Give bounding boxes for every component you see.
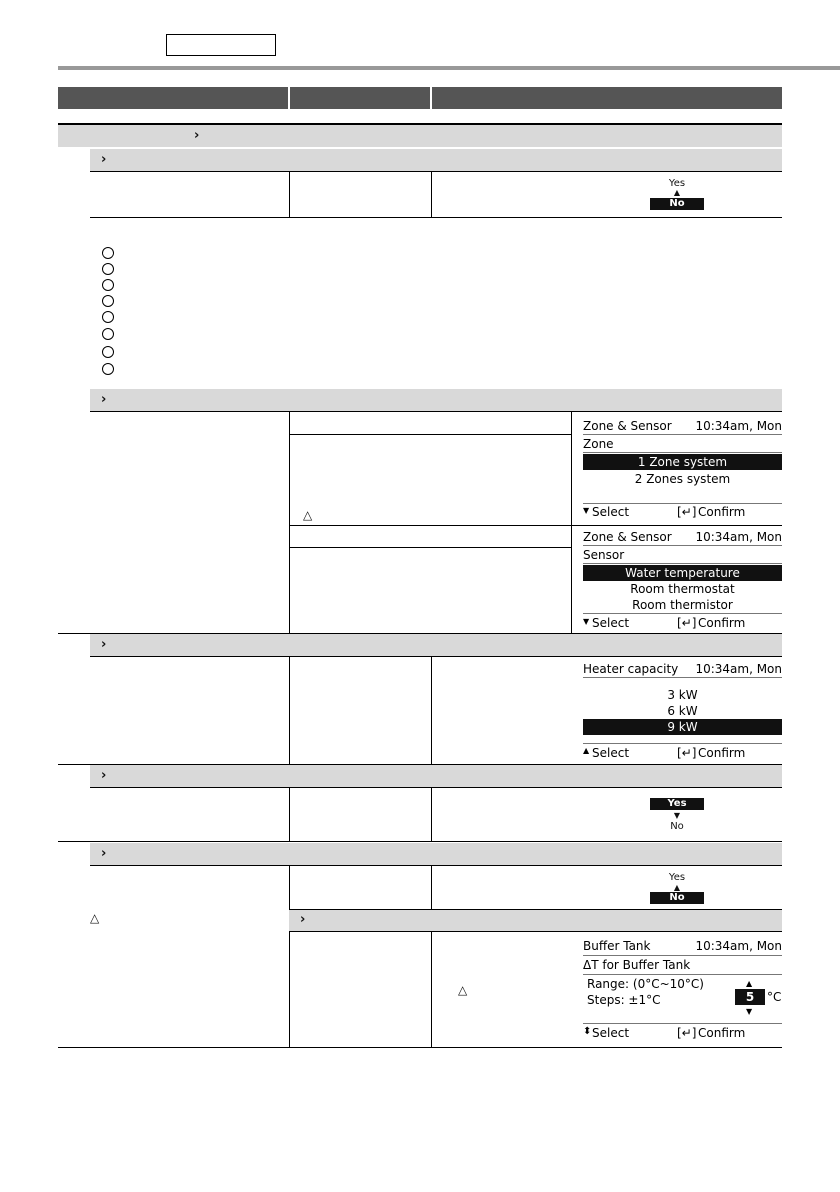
col-divider (289, 171, 290, 217)
table-bottom-rule (58, 1047, 782, 1048)
circle-marker-icon (102, 295, 114, 307)
row-rule (90, 865, 782, 866)
unit-label: °C (767, 990, 782, 1004)
footer-select: Select (592, 1026, 630, 1040)
circle-marker-icon (102, 247, 114, 259)
row-rule (90, 656, 782, 657)
option[interactable]: 6 kW (667, 704, 698, 718)
chevron-right-icon: › (101, 152, 107, 167)
warning-triangle-icon: △ (458, 983, 468, 997)
col-divider (431, 171, 432, 217)
chevron-right-icon: › (194, 128, 200, 143)
steps-label: Steps: ±1°C (587, 993, 661, 1007)
row-rule (90, 787, 782, 788)
row-rule (289, 931, 782, 932)
value-stepper[interactable]: 5 (735, 989, 765, 1005)
screen-divider (583, 1023, 782, 1024)
option[interactable]: 3 kW (667, 688, 698, 702)
enter-icon: [↵] (677, 746, 697, 760)
chevron-right-icon: › (300, 912, 306, 927)
screen-heading: ΔT for Buffer Tank (583, 958, 691, 972)
screen-heading: Sensor (583, 548, 625, 562)
option-yes: Yes (668, 178, 686, 189)
row-rule (90, 171, 782, 172)
column-header-3 (432, 87, 782, 109)
circle-marker-icon (102, 279, 114, 291)
lcd-buffer-screen (583, 936, 782, 1044)
screen-title: Buffer Tank (583, 939, 651, 953)
col-divider (571, 411, 572, 633)
footer-select: Select (592, 746, 630, 760)
subsection-band-1 (90, 149, 782, 171)
row-rule (289, 547, 571, 548)
circle-marker-icon (102, 346, 114, 358)
row-rule (289, 525, 782, 526)
footer-confirm: Confirm (698, 746, 746, 760)
col-divider (431, 931, 432, 1047)
col-divider (289, 411, 290, 633)
subsection-band-3 (90, 634, 782, 656)
screen-time: 10:34am, Mon (695, 662, 782, 676)
warning-triangle-icon: △ (90, 911, 100, 925)
footer-select: Select (592, 505, 630, 519)
footer-confirm: Confirm (698, 505, 746, 519)
col-divider (431, 656, 432, 764)
lcd-heater-screen (583, 659, 782, 763)
option-no-selected[interactable]: No (650, 892, 704, 904)
screen-divider (583, 677, 782, 678)
subsection-band-2 (90, 389, 782, 411)
row-rule (58, 841, 782, 842)
circle-marker-icon (102, 263, 114, 275)
chevron-right-icon: › (101, 846, 107, 861)
screen-divider (583, 743, 782, 744)
screen-title: Zone & Sensor (583, 419, 672, 433)
screen-divider (583, 503, 782, 504)
col-divider (289, 787, 290, 841)
option[interactable]: Room thermostat (630, 582, 735, 596)
range-label: Range: (0°C~10°C) (587, 977, 704, 991)
footer-confirm: Confirm (698, 1026, 746, 1040)
circle-marker-icon (102, 363, 114, 375)
subsection-band-5 (90, 843, 782, 865)
screen-divider (583, 452, 782, 453)
screen-divider (583, 613, 782, 614)
screen-title: Zone & Sensor (583, 530, 672, 544)
lcd-sensor-screen (583, 527, 782, 633)
option[interactable]: 2 Zones system (634, 472, 731, 486)
chevron-right-icon: › (101, 392, 107, 407)
option[interactable]: Room thermistor (632, 598, 733, 612)
subsection-band-4 (90, 765, 782, 787)
arrow-down-icon: ▼ (673, 811, 681, 820)
enter-icon: [↵] (677, 505, 697, 519)
enter-icon: [↵] (677, 616, 697, 630)
option-selected[interactable]: Water temperature (583, 565, 782, 581)
screen-divider (583, 974, 782, 975)
col-divider (289, 865, 290, 1047)
col-divider (289, 656, 290, 764)
arrow-up-icon: ▲ (746, 979, 753, 988)
lcd-zone-screen (583, 416, 782, 522)
screen-title: Heater capacity (583, 662, 679, 676)
option-yes: Yes (668, 872, 686, 883)
screen-divider (583, 563, 782, 564)
chevron-right-icon: › (101, 637, 107, 652)
screen-divider (583, 434, 782, 435)
warning-triangle-icon: △ (303, 508, 313, 522)
arrow-down-icon: ▼ (583, 617, 590, 626)
subsection-band-6 (289, 909, 782, 931)
option-selected[interactable]: 9 kW (583, 719, 782, 735)
screen-time: 10:34am, Mon (695, 419, 782, 433)
col-divider (431, 787, 432, 841)
screen-time: 10:34am, Mon (695, 530, 782, 544)
screen-time: 10:34am, Mon (695, 939, 782, 953)
updown-icon: ⬍ (583, 1026, 592, 1037)
option-yes-selected[interactable]: Yes (650, 798, 704, 810)
page-header-box (166, 34, 276, 56)
arrow-up-icon: ▲ (673, 883, 681, 892)
option-selected[interactable]: 1 Zone system (583, 454, 782, 470)
footer-confirm: Confirm (698, 616, 746, 630)
section-band (58, 125, 782, 147)
col-divider (431, 865, 432, 909)
enter-icon: [↵] (677, 1026, 697, 1040)
screen-heading: Zone (583, 437, 614, 451)
column-header-2 (290, 87, 430, 109)
footer-select: Select (592, 616, 630, 630)
top-rule (58, 66, 840, 70)
chevron-right-icon: › (101, 768, 107, 783)
circle-marker-icon (102, 311, 114, 323)
arrow-down-icon: ▼ (583, 506, 590, 515)
row-rule (289, 434, 571, 435)
arrow-up-icon: ▲ (673, 188, 681, 197)
row-rule (90, 217, 782, 218)
option-no-selected[interactable]: No (650, 198, 704, 210)
screen-divider (583, 955, 782, 956)
screen-divider (583, 545, 782, 546)
option-no: No (670, 821, 684, 832)
circle-marker-icon (102, 328, 114, 340)
row-rule (90, 411, 782, 412)
column-header-1 (58, 87, 288, 109)
arrow-down-icon: ▼ (746, 1007, 753, 1016)
arrow-up-icon: ▲ (583, 746, 590, 755)
